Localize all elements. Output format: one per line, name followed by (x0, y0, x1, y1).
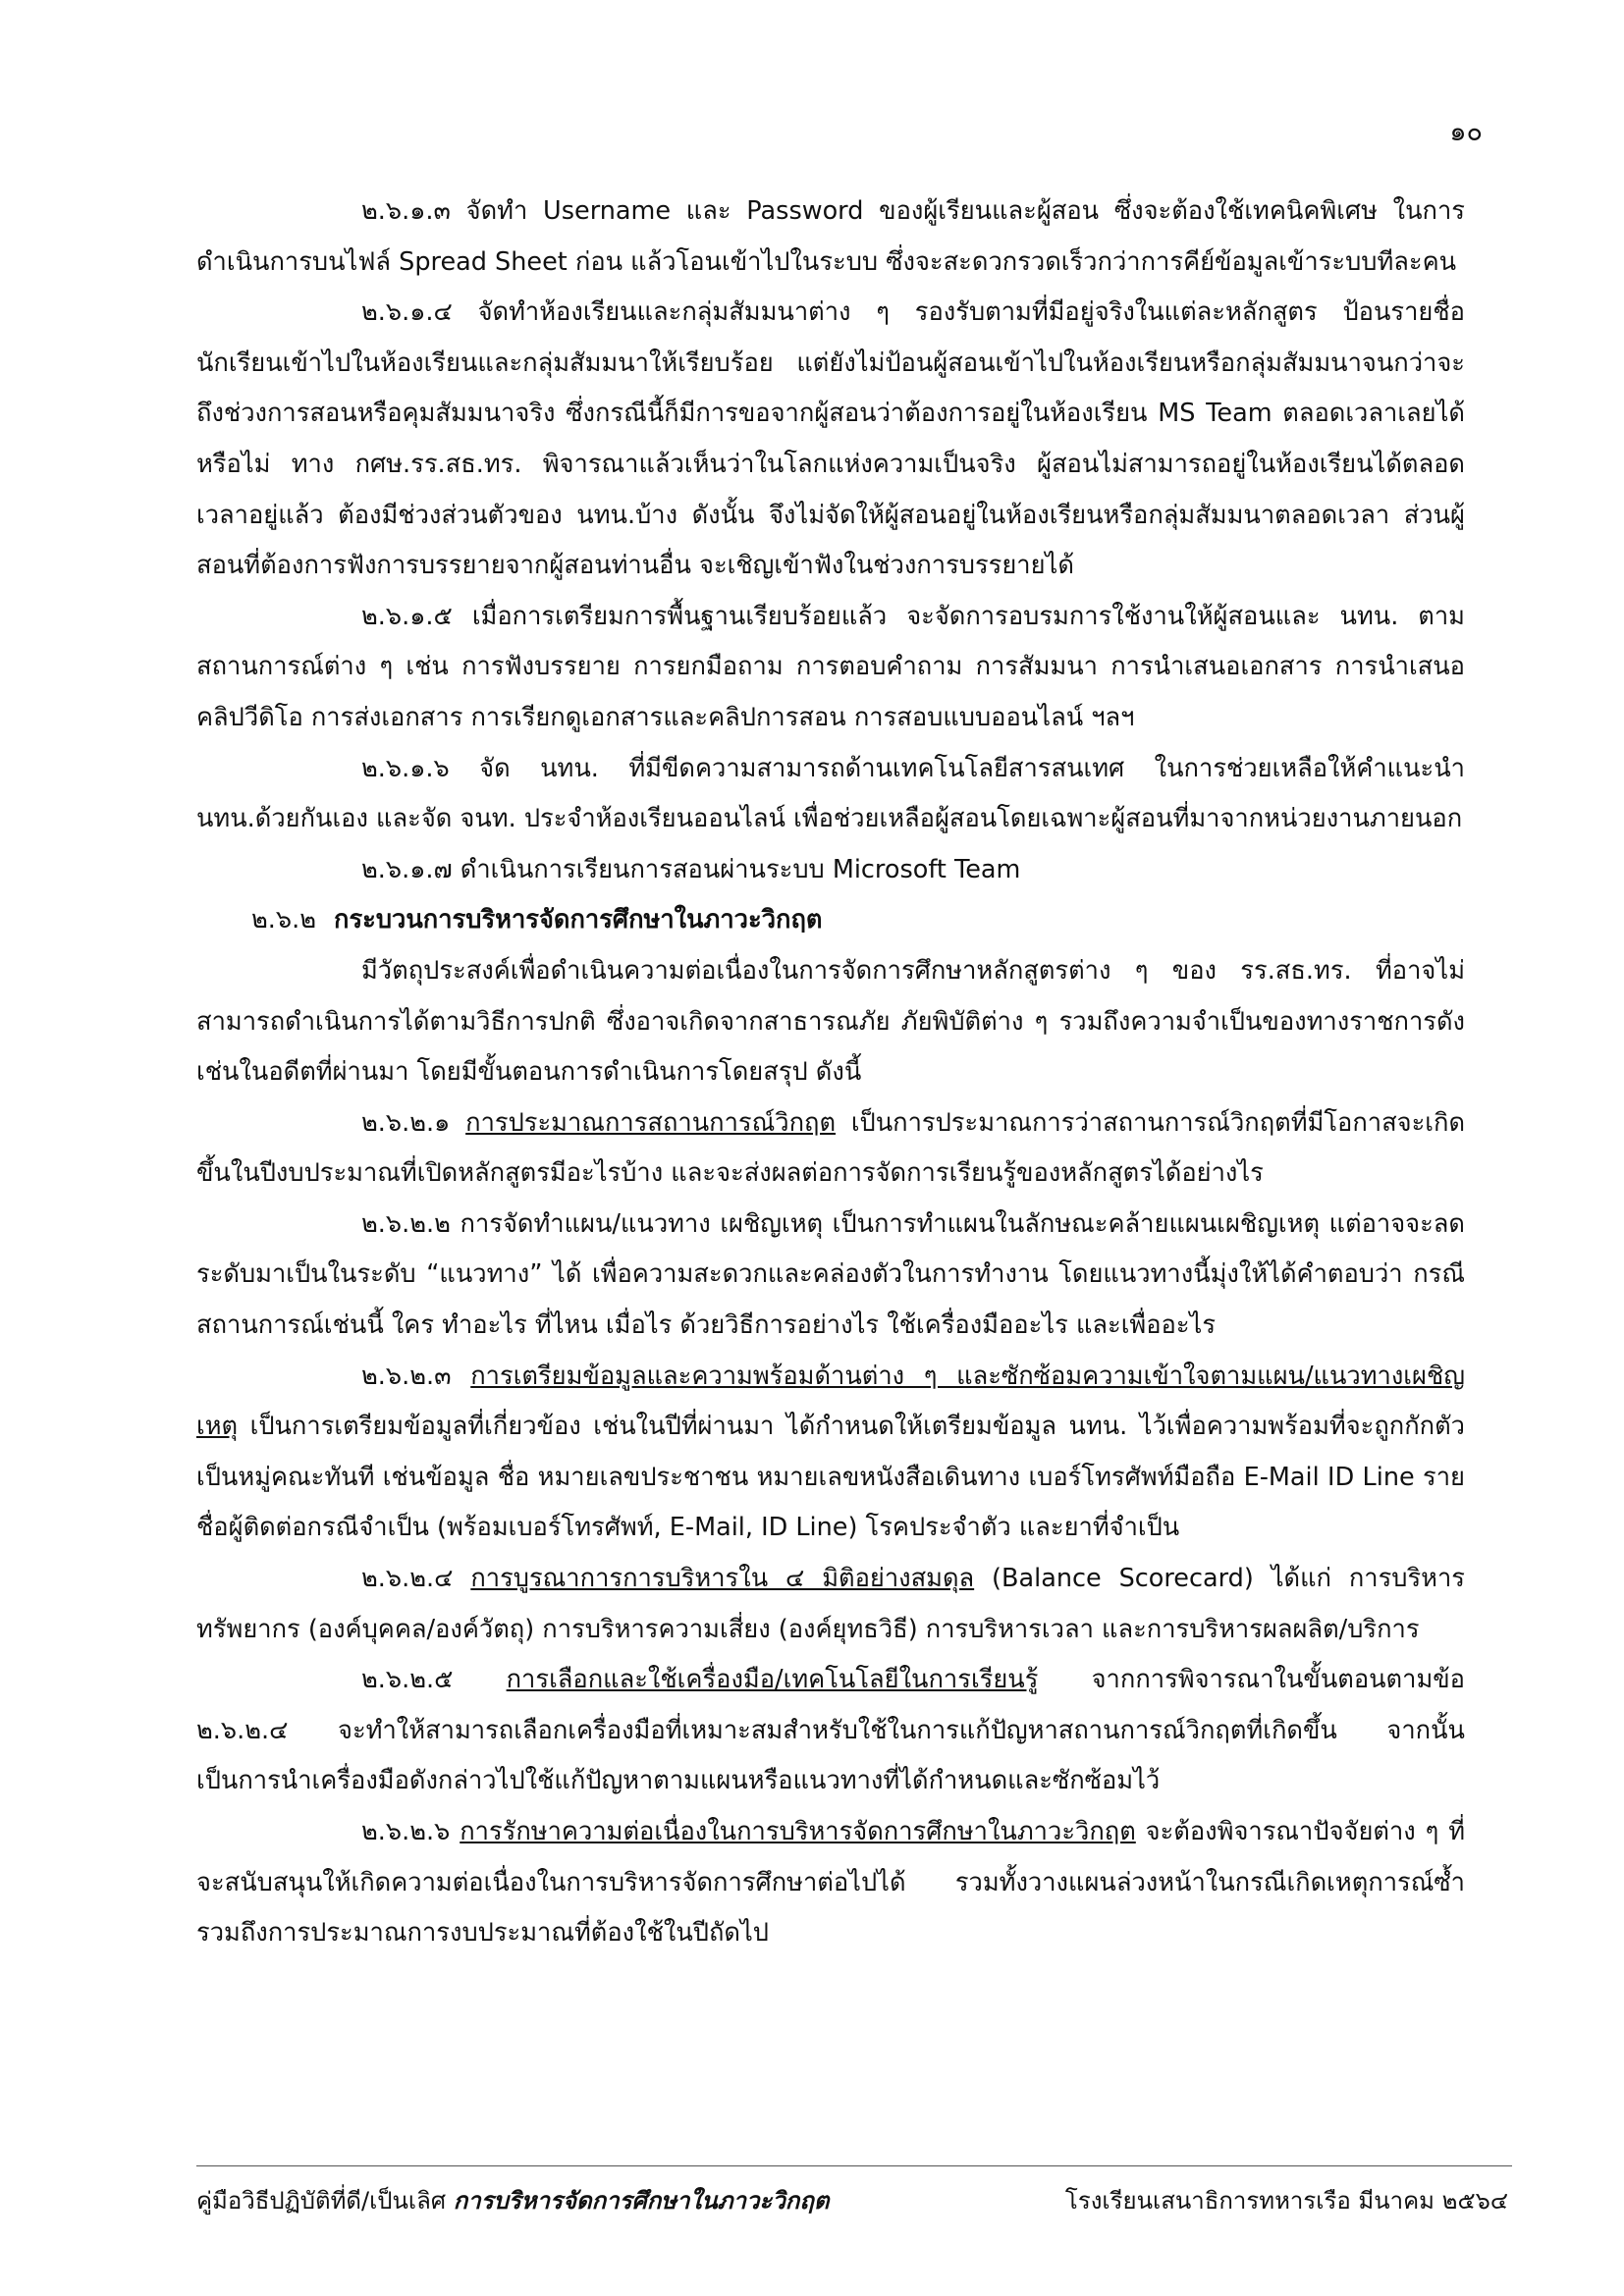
paragraph-text: จัดทำ Username และ Password ของผู้เรียนและผู้สอน ซึ่งจะต้องใช้เทคนิคพิเศษ ในการดำเนินการบนไฟล์ Spread Sheet ก่อน แล้วโอนเข้าไปในระบบ ซึ่งจะสะดวกรวดเร็วกว่าการคีย์ข้อมูลเข้าระบบทีละคน (196, 196, 1465, 277)
underlined-term: การบูรณาการการบริหารใน ๔ มิติอย่างสมดุล (470, 1564, 975, 1594)
paragraph-2-6-1-3 (196, 187, 1465, 288)
item-number: ๒.๖.๑.๔ (361, 297, 453, 328)
paragraph-text: จัด นทน. ที่มีขีดความสามารถด้านเทคโนโลยีสารสนเทศ ในการช่วยเหลือให้คำแนะนำ นทน.ด้วยกันเอง และจัด จนท. ประจำห้องเรียนออนไลน์ เพื่อช่วยเหลือผู้สอนโดยเฉพาะผู้สอนที่มาจากหน่วยงานภายนอก (196, 753, 1465, 834)
paragraph-text: จากการพิจารณาในขั้นตอนตามข้อ ๒.๖.๒.๔ จะทำให้สามารถเลือกเครื่องมือที่เหมาะสมสำหรับใช้ในการแก้ปัญหาสถานการณ์วิกฤตที่เกิดขึ้น จากนั้นเป็นการนำเครื่องมือดังกล่าวไปใช้แก้ปัญหาตามแผนหรือแนวทางที่ได้กำหนดและซักซ้อมไว้ (196, 1665, 1465, 1796)
paragraph-text: การจัดทำแผน/แนวทาง เผชิญเหตุ เป็นการทำแผนในลักษณะคล้ายแผนเผชิญเหตุ แต่อาจจะลดระดับมาเป็นในระดับ “แนวทาง” ได้ เพื่อความสะดวกและคล่องตัวในการทำงาน โดยแนวทางนี้มุ่งให้ได้คำตอบว่า กรณีสถานการณ์เช่นนี้ ใคร ทำอะไร ที่ไหน เมื่อไร ด้วยวิธีการอย่างไร ใช้เครื่องมืออะไร และเพื่ออะไร (196, 1208, 1465, 1341)
paragraph-2-6-2-3 (196, 1352, 1465, 1554)
item-number: ๒.๖.๑.๓ (361, 196, 451, 226)
paragraph-2-6-2-5 (196, 1655, 1465, 1807)
paragraph-text: จัดทำห้องเรียนและกลุ่มสัมมนาต่าง ๆ รองรับตามที่มีอยู่จริงในแต่ละหลักสูตร ป้อนรายชื่อนักเรียนเข้าไปในห้องเรียนและกลุ่มสัมมนาให้เรียบร้อย แต่ยังไม่ป้อนผู้สอนเข้าไปในห้องเรียนหรือกลุ่มสัมมนาจนกว่าจะถึงช่วงการสอนหรือคุมสัมมนาจริง ซึ่งกรณีนี้ก็มีการขอจากผู้สอนว่าต้องการอยู่ในห้องเรียน MS Team ตลอดเวลาเลยได้หรือไม่ ทาง กศษ.รร.สธ.ทร. พิจารณาแล้วเห็นว่าในโลกแห่งความเป็นจริง ผู้สอนไม่สามารถอยู่ในห้องเรียนได้ตลอดเวลาอยู่แล้ว ต้องมีช่วงส่วนตัวของ นทน.บ้าง ดังนั้น จึงไม่จัดให้ผู้สอนอยู่ในห้องเรียนหรือกลุ่มสัมมนาตลอดเวลา ส่วนผู้สอนที่ต้องการฟังการบรรยายจากผู้สอนท่านอื่น จะเชิญเข้าฟังในช่วงการบรรยายได้ (196, 297, 1465, 581)
underlined-term: การเตรียมข้อมูลและความพร้อมด้านต่าง ๆ และซักซ้อมความเข้าใจตามแผน/แนวทางเผชิญเหตุ (196, 1361, 1465, 1442)
section-heading (196, 895, 1465, 946)
item-number: ๒.๖.๒.๕ (361, 1665, 454, 1695)
footer-divider (196, 2165, 1512, 2166)
footer-manual-title: การบริหารจัดการศึกษาในภาวะวิกฤต (453, 2187, 830, 2215)
paragraph-text: ดำเนินการเรียนการสอนผ่านระบบ Microsoft Team (452, 854, 1021, 884)
section-number: ๒.๖.๒ (251, 905, 317, 935)
paragraph-2-6-1-6 (196, 744, 1465, 845)
underlined-term: การรักษาความต่อเนื่องในการบริหารจัดการศึกษาในภาวะวิกฤต (460, 1817, 1136, 1846)
paragraph-text: (Balance Scorecard) ได้แก่ การบริหารทรัพยากร (องค์บุคคล/องค์วัตถุ) การบริหารความเสี่ยง (องค์ยุทธวิธี) การบริหารเวลา และการบริหารผลผลิต/บริการ (196, 1564, 1466, 1644)
paragraph-text: จะต้องพิจารณาปัจจัยต่าง ๆ ที่จะสนับสนุนให้เกิดความต่อเนื่องในการบริหารจัดการศึกษาต่อไปได้ รวมทั้งวางแผนล่วงหน้าในกรณีเกิดเหตุการณ์ซ้ำ รวมถึงการประมาณการงบประมาณที่ต้องใช้ในปีถัดไป (196, 1817, 1466, 1949)
item-number: ๒.๖.๑.๕ (361, 601, 453, 631)
item-number: ๒.๖.๒.๔ (361, 1564, 454, 1594)
item-number: ๒.๖.๒.๒ (361, 1208, 451, 1239)
paragraph-text: มีวัตถุประสงค์เพื่อดำเนินความต่อเนื่องในการจัดการศึกษาหลักสูตรต่าง ๆ ของ รร.สธ.ทร. ที่อาจไม่สามารถดำเนินการได้ตามวิธีการปกติ ซึ่งอาจเกิดจากสาธารณภัย ภัยพิบัติต่าง ๆ รวมถึงความจำเป็นของทางราชการดังเช่นในอดีตที่ผ่านมา โดยมีขั้นตอนการดำเนินการโดยสรุป ดังนี้ (196, 955, 1465, 1088)
paragraph-2-6-2-1 (196, 1098, 1465, 1200)
paragraph-2-6-2-4 (196, 1554, 1465, 1655)
underlined-term: การประมาณการสถานการณ์วิกฤต (465, 1107, 837, 1138)
footer-right: โรงเรียนเสนาธิการทหารเรือ มีนาคม ๒๕๖๔ (1064, 2187, 1508, 2215)
paragraph-2-6-2-6 (196, 1807, 1465, 1959)
paragraph-2-6-1-4 (196, 288, 1465, 592)
page-number: ๑๐ (1449, 117, 1483, 147)
paragraph-2-6-2-2 (196, 1200, 1465, 1352)
item-number: ๒.๖.๑.๖ (361, 753, 450, 783)
document-body (196, 187, 1465, 1959)
item-number: ๒.๖.๑.๗ (361, 854, 453, 884)
paragraph-text: เมื่อการเตรียมการพื้นฐานเรียบร้อยแล้ว จะจัดการอบรมการใช้งานให้ผู้สอนและ นทน. ตามสถานการณ์ต่าง ๆ เช่น การฟังบรรยาย การยกมือถาม การตอบคำถาม การสัมมนา การนำเสนอเอกสาร การนำเสนอคลิปวีดิโอ การส่งเอกสาร การเรียกดูเอกสารและคลิปการสอน การสอบแบบออนไลน์ ฯลฯ (196, 601, 1465, 732)
paragraph-2-6-1-5 (196, 592, 1465, 744)
footer-manual-label: คู่มือวิธีปฏิบัติที่ดี/เป็นเลิศ (196, 2187, 454, 2215)
paragraph-text: เป็นการเตรียมข้อมูลที่เกี่ยวข้อง เช่นในปีที่ผ่านมา ได้กำหนดให้เตรียมข้อมูล นทน. ไว้เพื่อความพร้อมที่จะถูกกักตัวเป็นหมู่คณะทันที เช่นข้อมูล ชื่อ หมายเลขประชาชน หมายเลขหนังสือเดินทาง เบอร์โทรศัพท์มือถือ E-Mail ID Line รายชื่อผู้ติดต่อกรณีจำเป็น (พร้อมเบอร์โทรศัพท์, E-Mail, ID Line) โรคประจำตัว และยาที่จำเป็น (196, 1412, 1465, 1543)
paragraph-2-6-1-7 (196, 845, 1465, 896)
underlined-term: การเลือกและใช้เครื่องมือ/เทคโนโลยีในการเรียนรู้ (506, 1665, 1039, 1695)
paragraph-text: เป็นการประมาณการว่าสถานการณ์วิกฤตที่มีโอกาสจะเกิดขึ้นในปีงบประมาณที่เปิดหลักสูตรมีอะไรบ้าง และจะส่งผลต่อการจัดการเรียนรู้ของหลักสูตรได้อย่างไร (196, 1107, 1466, 1189)
item-number: ๒.๖.๒.๑ (361, 1107, 451, 1138)
section-title: กระบวนการบริหารจัดการศึกษาในภาวะวิกฤต (334, 905, 823, 935)
footer-left (196, 2181, 829, 2219)
item-number: ๒.๖.๒.๖ (361, 1817, 451, 1846)
item-number: ๒.๖.๒.๓ (361, 1361, 452, 1391)
paragraph-objective (196, 946, 1465, 1098)
